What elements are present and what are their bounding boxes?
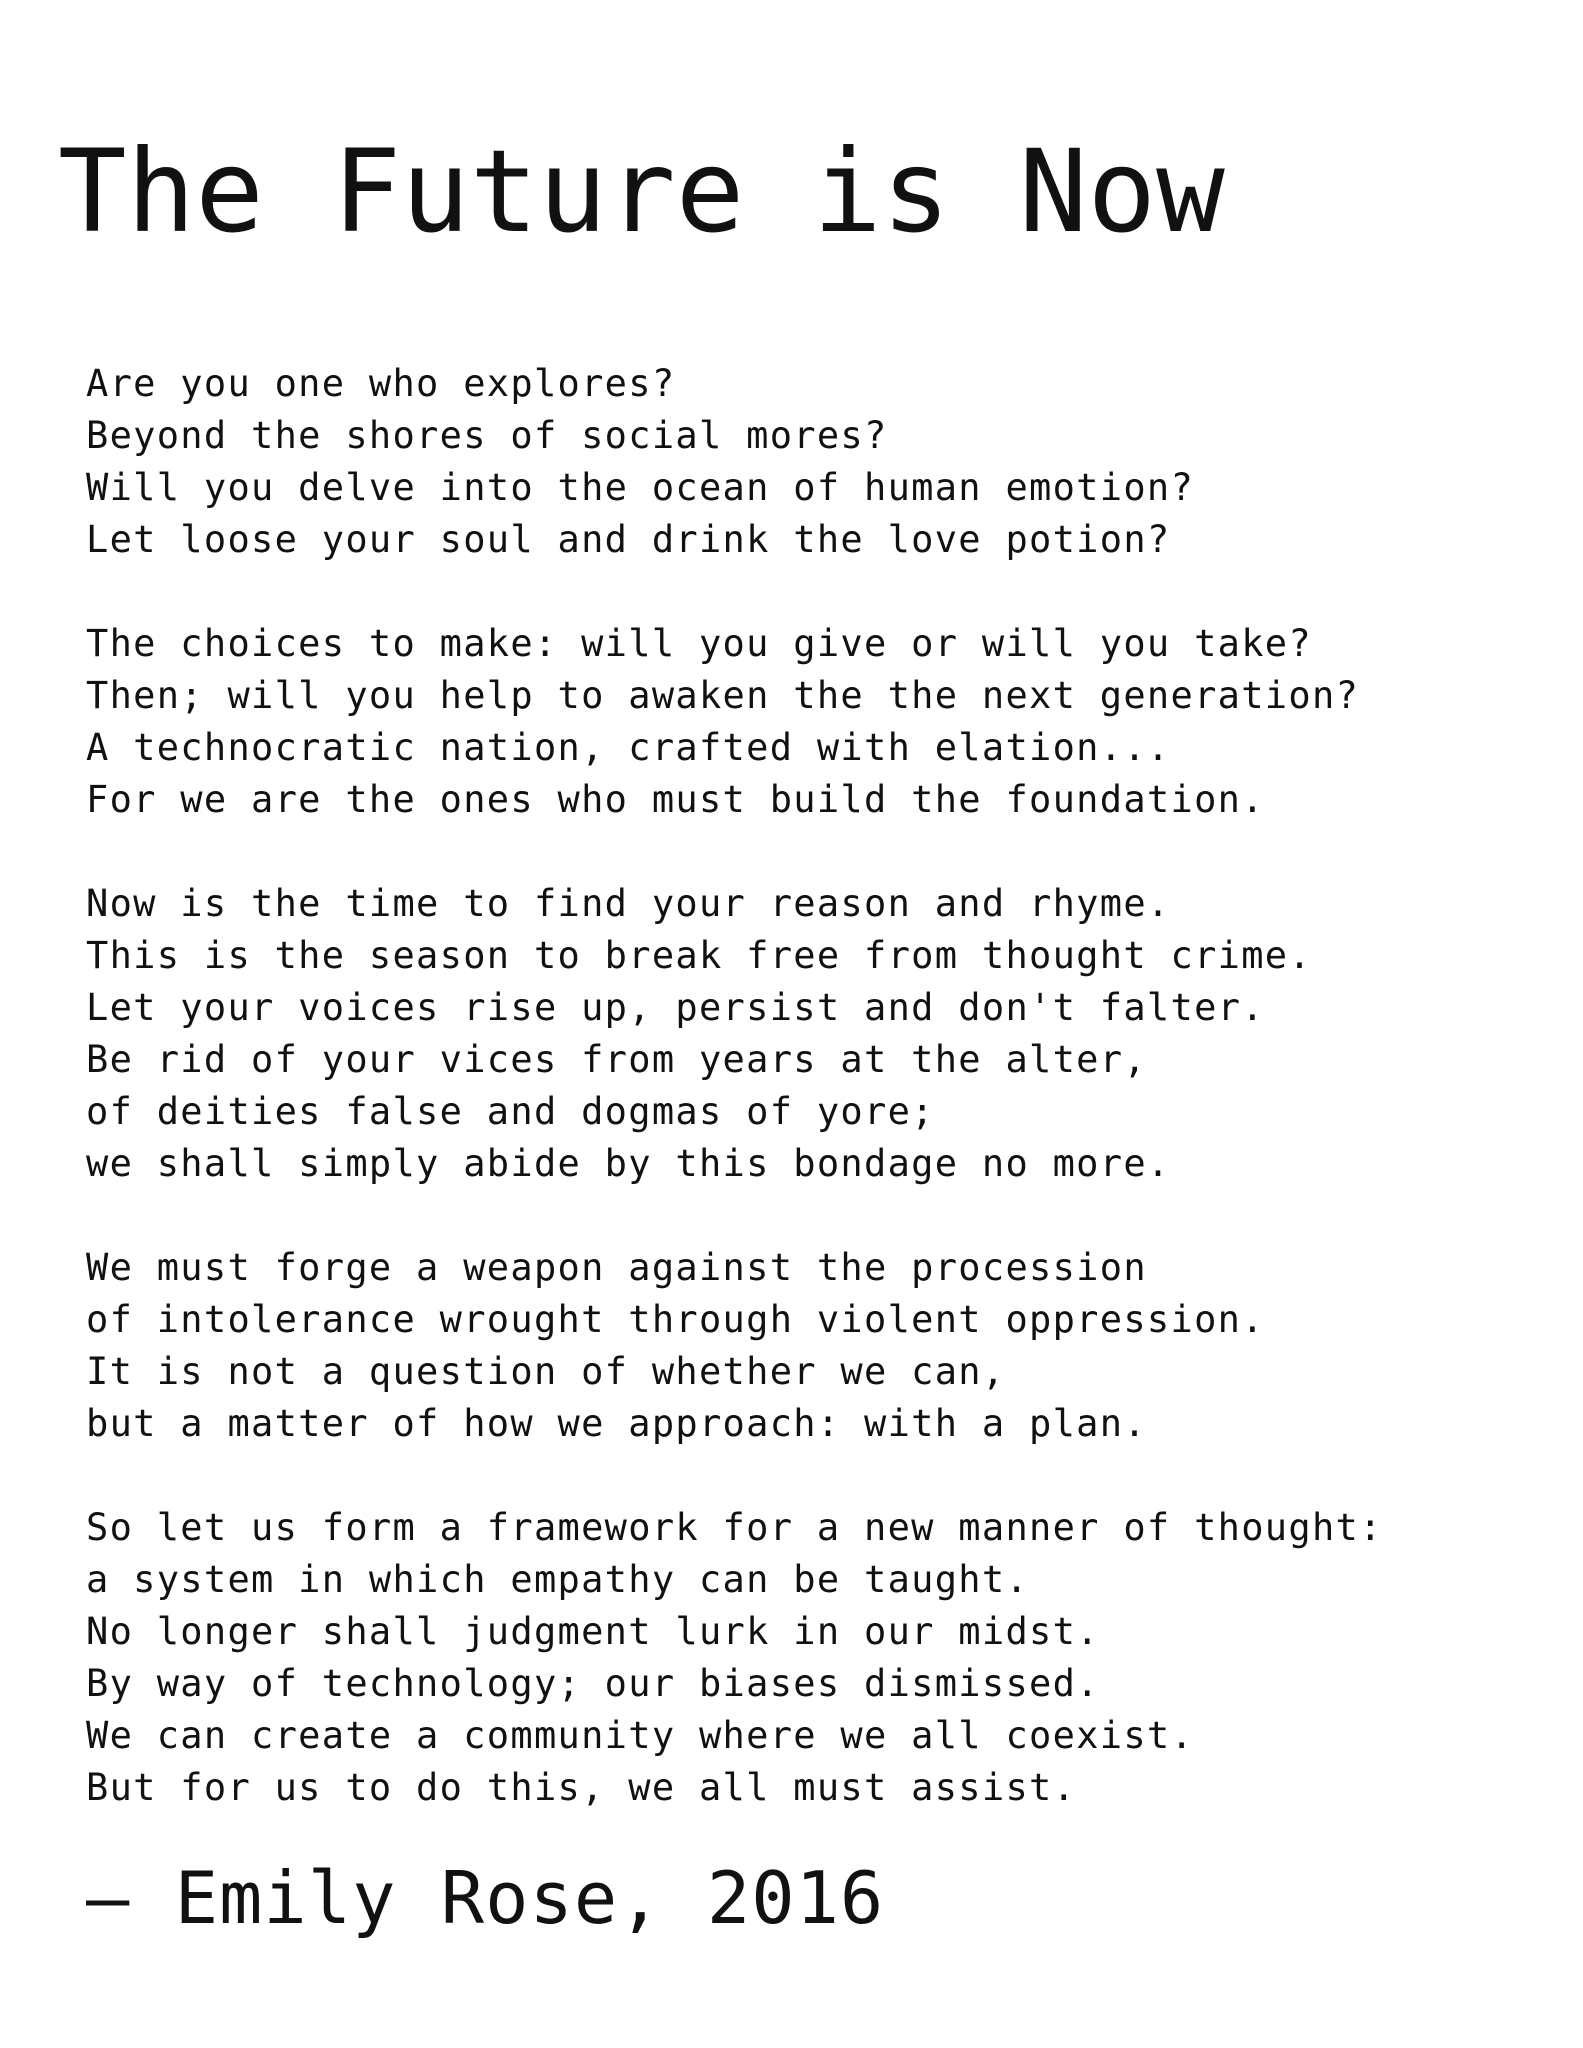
stanza-4 — [86, 1242, 1556, 1450]
author-signature: — Emily Rose, 2016 — [86, 1856, 885, 1940]
poem-body — [86, 358, 1556, 1814]
poem-line: It is not a question of whether we can, — [86, 1350, 1006, 1393]
poem-line: This is the season to break free from thought crime. — [86, 934, 1312, 977]
poem-line: So let us form a framework for a new manner of thought: — [86, 1506, 1383, 1549]
poem-line: Will you delve into the ocean of human emotion? — [86, 466, 1195, 509]
poem-line: We must forge a weapon against the procession — [86, 1246, 1147, 1289]
poem-line: Be rid of your vices from years at the alter, — [86, 1038, 1147, 1081]
poem-title: The Future is Now — [58, 125, 1225, 258]
poem-line: Are you one who explores? — [86, 362, 676, 405]
poem-line: of deities false and dogmas of yore; — [86, 1090, 935, 1133]
stanza-2 — [86, 618, 1556, 826]
poem-line: Let loose your soul and drink the love potion? — [86, 518, 1171, 561]
poem-line: a system in which empathy can be taught. — [86, 1558, 1030, 1601]
stanza-3 — [86, 878, 1556, 1190]
poem-line: By way of technology; our biases dismissed. — [86, 1662, 1100, 1705]
stanza-5 — [86, 1502, 1556, 1814]
poem-line: Now is the time to find your reason and rhyme. — [86, 882, 1171, 925]
poem-line: Let your voices rise up, persist and don't falter. — [86, 986, 1265, 1029]
poem-line: The choices to make: will you give or will you take? — [86, 622, 1312, 665]
poem-line: We can create a community where we all coexist. — [86, 1714, 1195, 1757]
poem-line: For we are the ones who must build the foundation. — [86, 778, 1265, 821]
stanza-1 — [86, 358, 1556, 566]
poem-line: but a matter of how we approach: with a plan. — [86, 1402, 1147, 1445]
poem-line: But for us to do this, we all must assist. — [86, 1766, 1077, 1809]
poem-line: we shall simply abide by this bondage no more. — [86, 1142, 1171, 1185]
poem-line: of intolerance wrought through violent oppression. — [86, 1298, 1265, 1341]
poem-line: A technocratic nation, crafted with elation... — [86, 726, 1171, 769]
poem-line: No longer shall judgment lurk in our midst. — [86, 1610, 1100, 1653]
poem-line: Beyond the shores of social mores? — [86, 414, 888, 457]
poem-line: Then; will you help to awaken the the next generation? — [86, 674, 1360, 717]
